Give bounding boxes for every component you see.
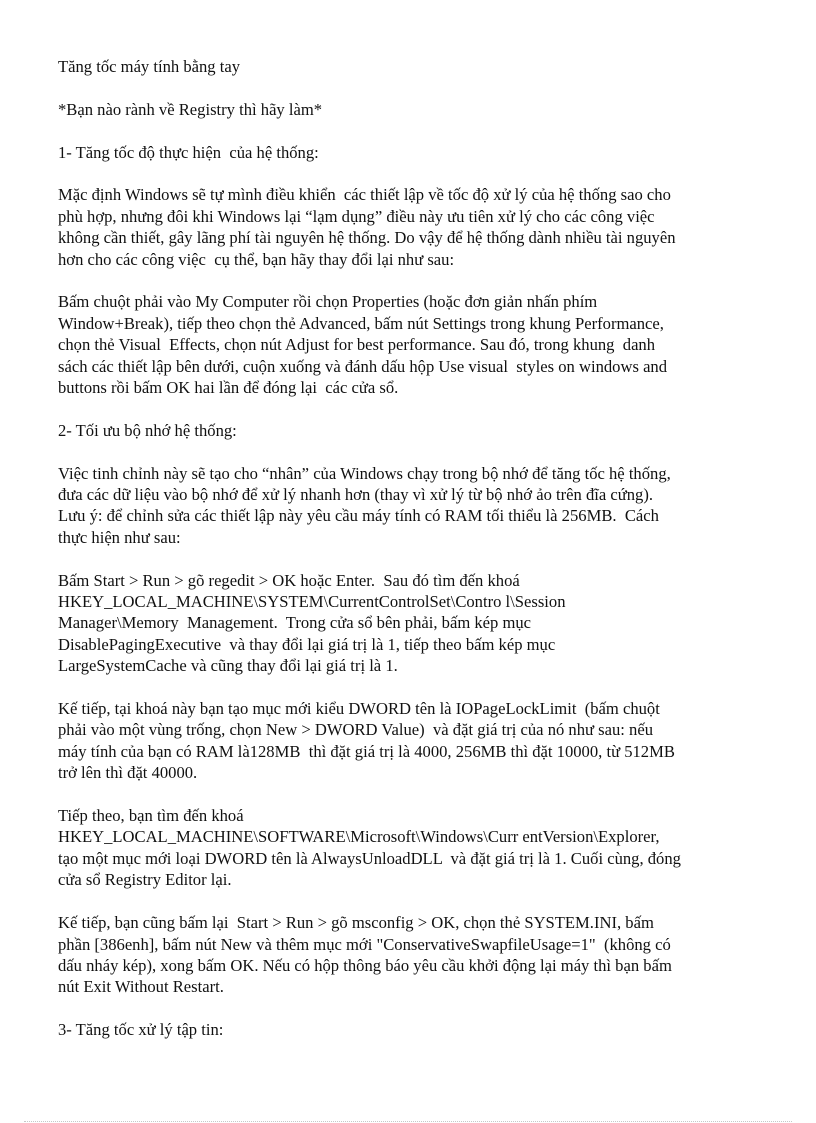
section-2-heading: 2- Tối ưu bộ nhớ hệ thống: <box>58 420 237 440</box>
document-title: Tăng tốc máy tính bằng tay <box>58 57 241 76</box>
document-body <box>58 56 780 1062</box>
section-2-paragraph-1: Việc tinh chỉnh này sẽ tạo cho “nhân” của Windows chạy trong bộ nhớ để tăng tốc hệ thống, đưa các dữ liệu vào bộ nhớ để xử lý nhanh hơn (thay vì xử lý từ bộ nhớ ảo trên đĩa cứng). Lưu ý: để chỉnh sửa các thiết lập này yêu cầu máy tính có RAM tối thiểu là 256MB. Cách thực hiện như sau: <box>58 463 671 547</box>
page-divider <box>24 1121 792 1122</box>
section-3-heading: 3- Tăng tốc xử lý tập tin: <box>58 1020 224 1040</box>
section-2-paragraph-4: Tiếp theo, bạn tìm đến khoá HKEY_LOCAL_MACHINE\SOFTWARE\Microsoft\Windows\Curr entVersion\Explorer, tạo một mục mới loại DWORD tên là AlwaysUnloadDLL và đặt giá trị là 1. Cuối cùng, đóng cửa sổ Registry Editor lại. <box>58 806 681 890</box>
section-1-paragraph-1: Mặc định Windows sẽ tự mình điều khiển các thiết lập về tốc độ xử lý của hệ thống sao cho phù hợp, nhưng đôi khi Windows lại “lạm dụng” điều này ưu tiên xử lý cho các công việc không cần thiết, gây lãng phí tài nguyên hệ thống. Do vậy để hệ thống dành nhiều tài nguyên hơn cho các công việc cụ thể, bạn hãy thay đổi lại như sau: <box>58 185 676 269</box>
section-2-paragraph-2: Bấm Start > Run > gõ regedit > OK hoặc Enter. Sau đó tìm đến khoá HKEY_LOCAL_MACHINE\SYSTEM\CurrentControlSet\Contro l\Session Manager\Memory Management. Trong cửa sổ bên phải, bấm kép mục DisablePagingExecutive và thay đổi lại giá trị là 1, tiếp theo bấm kép mục LargeSystemCache và cũng thay đổi lại giá trị là 1. <box>58 570 566 676</box>
section-1-paragraph-2: Bấm chuột phải vào My Computer rồi chọn Properties (hoặc đơn giản nhấn phím Window+Break), tiếp theo chọn thẻ Advanced, bấm nút Settings trong khung Performance, chọn thẻ Visual Effects, chọn nút Adjust for best performance. Sau đó, trong khung danh sách các thiết lập bên dưới, cuộn xuống và đánh dấu hộp Use visual styles on windows and buttons rồi bấm OK hai lần để đóng lại các cửa sổ. <box>58 292 668 398</box>
section-2-paragraph-5: Kế tiếp, bạn cũng bấm lại Start > Run > gõ msconfig > OK, chọn thẻ SYSTEM.INI, bấm phần [386enh], bấm nút New và thêm mục mới "ConservativeSwapfileUsage=1" (không có dấu nháy kép), xong bấm OK. Nếu có hộp thông báo yêu cầu khởi động lại máy thì bạn bấm nút Exit Without Restart. <box>58 913 672 997</box>
section-1-heading: 1- Tăng tốc độ thực hiện của hệ thống: <box>58 142 319 162</box>
section-2-paragraph-3: Kế tiếp, tại khoá này bạn tạo mục mới kiểu DWORD tên là IOPageLockLimit (bấm chuột phải vào một vùng trống, chọn New > DWORD Value) và đặt giá trị của nó như sau: nếu máy tính của bạn có RAM là128MB thì đặt giá trị là 4000, 256MB thì đặt 10000, từ 512MB trở lên thì đặt 40000. <box>58 699 675 783</box>
document-subtitle: *Bạn nào rành về Registry thì hãy làm* <box>58 99 323 119</box>
